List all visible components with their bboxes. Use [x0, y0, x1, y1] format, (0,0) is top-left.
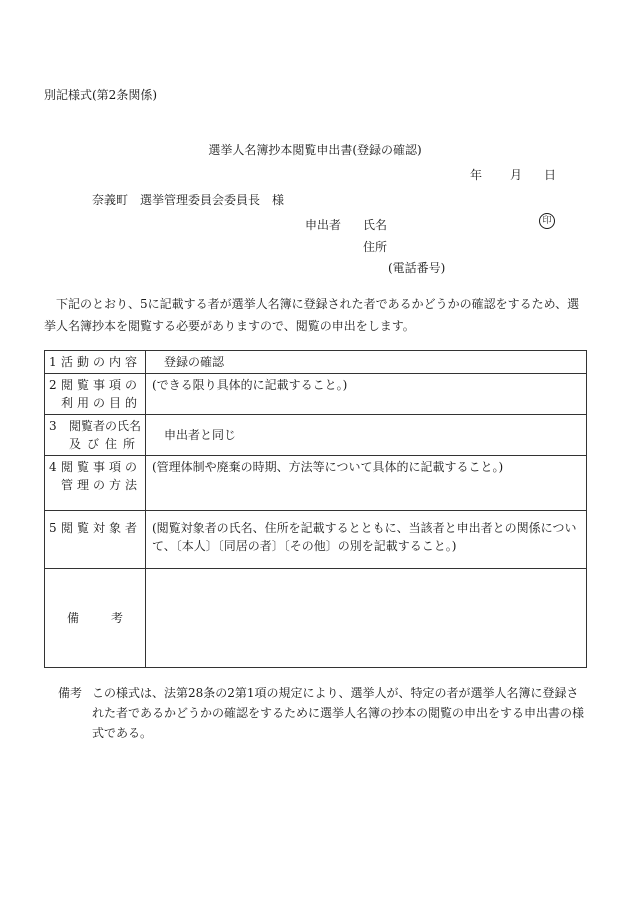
seal-mark-icon: 印: [539, 213, 555, 229]
table-row: [45, 415, 587, 456]
table-row: [45, 511, 587, 569]
row-content-text: (できる限り具体的に記載すること。): [152, 378, 348, 392]
row-label: [45, 374, 146, 415]
row-number: 1: [49, 355, 57, 369]
applicant-phone-label: (電話番号): [388, 261, 446, 275]
row-content-text: 申出者と同じ: [164, 428, 237, 442]
applicant-label: 申出者: [305, 218, 342, 232]
row-number: 3: [49, 419, 57, 433]
document-title: 選挙人名簿抄本閲覧申出書(登録の確認): [208, 143, 422, 157]
row-label-line1: 閲覧事項の: [60, 378, 141, 392]
row-label: [45, 569, 146, 668]
row-number: 4: [49, 460, 57, 474]
row-label-line2: 管理の方法: [60, 478, 141, 492]
row-content-text: [146, 569, 586, 573]
applicant-address-label: 住所: [363, 240, 388, 254]
row-label-line2: 利用の目的: [60, 396, 141, 410]
notes-label-b: 考: [110, 611, 123, 625]
row-content[interactable]: [146, 511, 587, 569]
row-content-text: 登録の確認: [164, 355, 225, 369]
notes-content[interactable]: [146, 569, 587, 668]
row-content-text: (閲覧対象者の氏名、住所を記載するとともに、当該者と申出者との関係について、〔本人〕〔同居の者〕〔その他〕の別を記載すること。): [152, 521, 577, 553]
row-label-line1: 閲覧者の氏名: [68, 419, 141, 433]
row-number: 2: [49, 378, 57, 392]
row-label: [45, 415, 146, 456]
remarks-block: [58, 683, 588, 743]
row-label: [45, 511, 146, 569]
row-content[interactable]: [146, 374, 587, 415]
row-label-text: 閲覧対象者: [60, 521, 141, 535]
table-row: [45, 456, 587, 511]
row-label-line1: 閲覧事項の: [60, 460, 141, 474]
remarks-text: この様式は、法第28条の2第1項の規定により、選挙人が、特定の者が選挙人名簿に登録された者であるかどうかの確認をするために選挙人名簿の抄本の閲覧の申出をする申出書の様式である。: [92, 686, 585, 740]
row-content[interactable]: [146, 415, 587, 456]
table-row: [45, 569, 587, 668]
date-day-label: 日: [544, 168, 557, 182]
applicant-name-label: 氏名: [363, 218, 388, 232]
table-row: [45, 374, 587, 415]
row-label-line2: 及び住所: [68, 437, 141, 451]
row-label: [45, 351, 146, 374]
remarks-lead: 備考: [58, 686, 83, 700]
notes-label-a: 備: [67, 611, 80, 625]
row-label: [45, 456, 146, 511]
row-number: 5: [49, 521, 57, 535]
row-content-text: (管理体制や廃棄の時期、方法等について具体的に記載すること。): [152, 460, 504, 474]
recipient-line: 奈義町 選挙管理委員会委員長 様: [92, 193, 285, 207]
table-row: [45, 351, 587, 374]
row-content[interactable]: [146, 351, 587, 374]
date-month-label: 月: [510, 168, 523, 182]
application-table: [44, 350, 587, 668]
date-year-label: 年: [470, 168, 483, 182]
form-reference: 別記様式(第2条関係): [44, 88, 157, 102]
intro-paragraph: 下記のとおり、5に記載する者が選挙人名簿に登録された者であるかどうかの確認をするため、選挙人名簿抄本を閲覧する必要がありますので、閲覧の申出をします。: [44, 297, 580, 333]
row-label-text: 活動の内容: [60, 355, 141, 369]
row-content[interactable]: [146, 456, 587, 511]
